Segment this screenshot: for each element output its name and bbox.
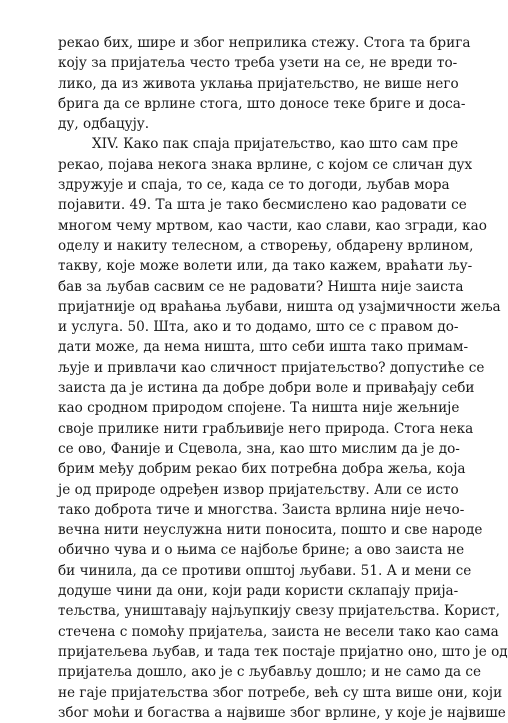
text-line: рекао бих, шире и због неприлика стежу. Стога та брига (58, 35, 471, 51)
text-line: своје прилике нити грабљивије него природа. Стога нека (58, 420, 474, 437)
text-line: брим међу добрим рекао бих потребна добра жеља, која (58, 461, 466, 478)
text-line: бав за љубав сасвим се не радовати? Ништа није заиста (58, 278, 464, 295)
text-line: појавити. 49. Та шта је тако бесмислено као радовати се (58, 197, 467, 214)
text-line: лико, да из живота уклања пријатељство, не више него (58, 75, 459, 92)
text-line: заиста да је истина да добре добри воле и привађају себи (58, 380, 475, 397)
text-line: такву, које може волети или, да тако кажем, враћати љу- (58, 258, 473, 275)
text-line: пријатније од враћања љубави, ништа од узајмичности жеља (58, 298, 501, 315)
text-line: стечена с помоћу пријатеља, заиста не весели тако као сама (58, 623, 499, 640)
text-line: вечна нити неуслужна нити поносита, пошто и све народе (58, 522, 483, 539)
text-line: обично чува и о њима се најбоље брине; а ово заиста не (58, 542, 465, 559)
text-line: се ово, Фаније и Сцевола, зна, као што мислим да је до- (58, 440, 460, 457)
text-line: тако доброта тиче и многства. Заиста врлина није нечо- (58, 501, 465, 518)
text-line: здружује и спаја, то се, када се то догоди, љубав мора (58, 177, 450, 194)
text-line: је од природе одређен извор пријатељству. Али се исто (58, 481, 459, 498)
text-line: и услуга. 50. Шта, ако и то додамо, што се с правом до- (58, 319, 459, 336)
text-line: дати може, да нема ништа, што себи ишта тако примам- (58, 339, 469, 356)
text-line: рекао, појава некога знака врлине, с којом се сличан дух (58, 156, 473, 173)
paragraph-end-line: ду, одбацују. (58, 116, 150, 133)
text-line: тељства, уништавају најљупкију свезу пријатељства. Корист, (58, 603, 500, 620)
text-line: би чинила, да се противи општој љубави. 51. А и мени се (58, 562, 472, 579)
text-line: брига да се врлине стога, што доносе теке бриге и доса- (58, 95, 466, 112)
text-line: многом чему мртвом, као части, као слави, као згради, као (58, 217, 487, 234)
text-line: оделу и накиту телесном, а створењу, обдарену врлином, (58, 237, 474, 254)
text-line: као сродном природом спојене. Та ништа није жељније (58, 400, 460, 417)
text-line: пријатеља дошло, ако је с љубављу дошло; и не само да се (58, 664, 482, 681)
text-line: љује и привлачи као сличност пријатељство? допустиће се (58, 359, 485, 376)
chapter-start-line: XIV. Како пак спаја пријатељство, као што сам пре (92, 136, 459, 153)
text-line: због моћи и богаства а највише због врлине, у које је највише (58, 704, 506, 721)
text-line: не гаје пријатељства због потребе, већ су шта више они, који (58, 684, 503, 701)
text-line: додуше чини да они, који ради користи склапају прија- (58, 583, 459, 600)
text-line: коју за пријатеља често треба узети на се, не вреди то- (58, 55, 458, 72)
text-line: пријатељева љубав, и тада тек постаје пријатно оно, што је од (58, 643, 508, 660)
